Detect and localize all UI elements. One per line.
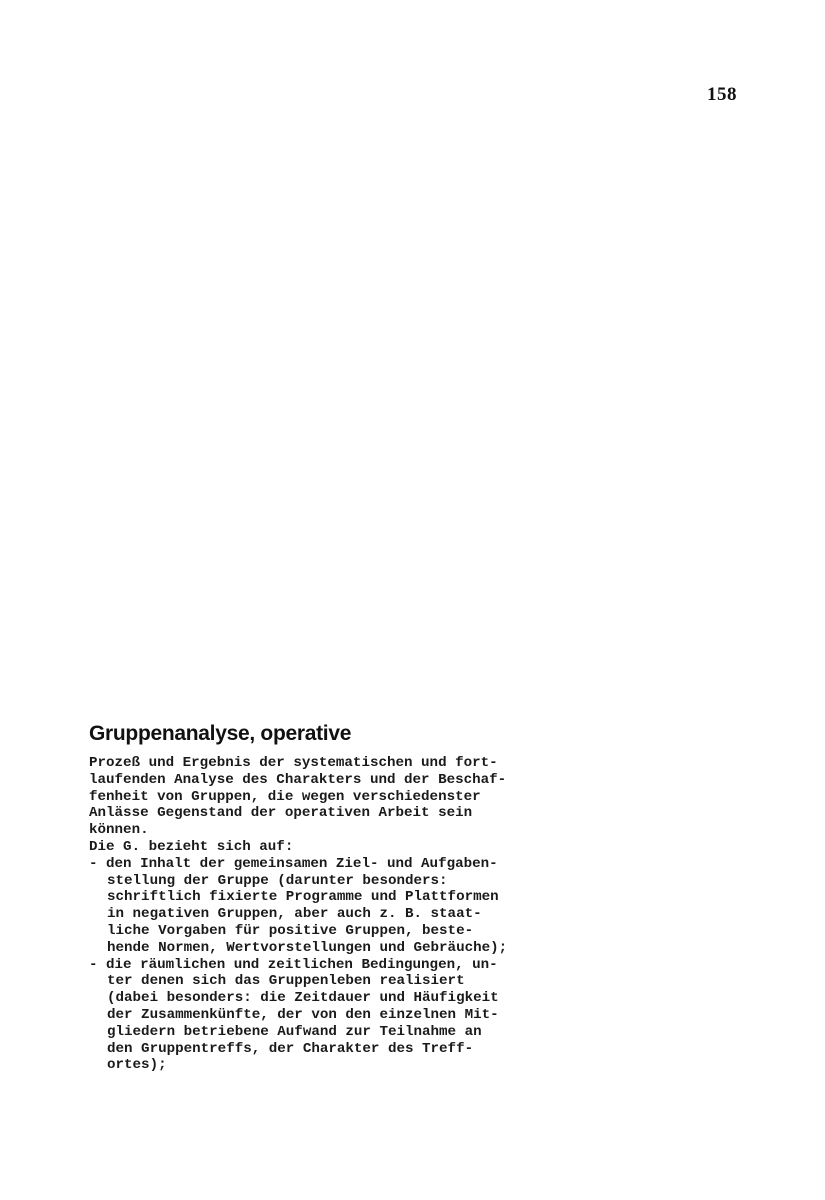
list-item-continuation: ortes);	[107, 1057, 167, 1074]
list-item-continuation: (dabei besonders: die Zeitdauer und Häufigkeit	[107, 990, 499, 1007]
list-item-continuation: in negativen Gruppen, aber auch z. B. staat-	[107, 906, 482, 923]
page-number: 158	[707, 84, 737, 105]
body-line: können.	[89, 822, 149, 839]
list-item-continuation: ter denen sich das Gruppenleben realisiert	[107, 973, 465, 990]
list-item-continuation: schriftlich fixierte Programme und Plattformen	[107, 889, 499, 906]
body-line: Die G. bezieht sich auf:	[89, 838, 294, 855]
list-item-continuation: liche Vorgaben für positive Gruppen, beste-	[107, 922, 474, 939]
body-line: fenheit von Gruppen, die wegen verschiedenster	[89, 788, 481, 805]
entry-body	[89, 755, 609, 1074]
body-line: laufenden Analyse des Charakters und der Beschaf-	[89, 771, 507, 788]
list-item-continuation: den Gruppentreffs, der Charakter des Treff-	[107, 1040, 474, 1057]
list-item-continuation: gliedern betriebene Aufwand zur Teilnahme an	[107, 1023, 482, 1040]
body-line: Prozeß und Ergebnis der systematischen und fort-	[89, 755, 498, 771]
entry-heading: Gruppenanalyse, operative	[89, 722, 352, 745]
list-item-continuation: stellung der Gruppe (darunter besonders:	[107, 872, 448, 889]
list-item-continuation: der Zusammenkünfte, der von den einzelnen Mit-	[107, 1006, 499, 1023]
body-line: Anlässe Gegenstand der operativen Arbeit sein	[89, 805, 473, 822]
list-item-start: - die räumlichen und zeitlichen Bedingungen, un-	[89, 956, 498, 973]
list-item-continuation: hende Normen, Wertvorstellungen und Gebräuche);	[107, 939, 508, 956]
list-item-start: - den Inhalt der gemeinsamen Ziel- und Aufgaben-	[89, 855, 498, 872]
